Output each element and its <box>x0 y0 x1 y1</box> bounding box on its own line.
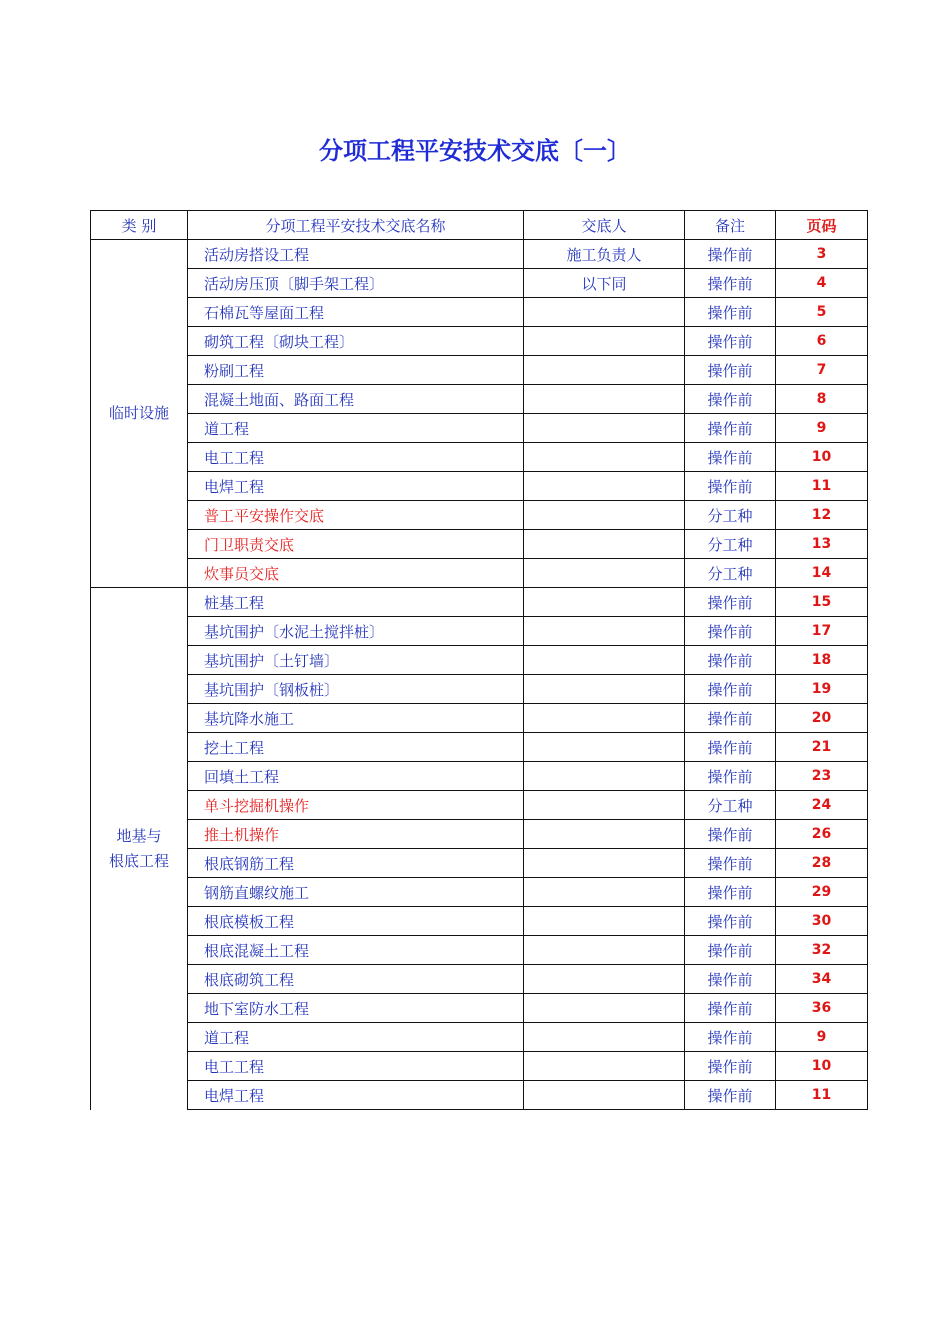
item-name: 粉刷工程 <box>188 356 524 385</box>
item-note: 操作前 <box>685 356 776 385</box>
item-name: 道工程 <box>188 414 524 443</box>
item-page-number: 30 <box>776 907 868 936</box>
item-note: 操作前 <box>685 965 776 994</box>
item-person <box>524 994 685 1023</box>
table-header-row <box>91 211 868 240</box>
item-person <box>524 588 685 617</box>
item-name: 基坑围护〔水泥土搅拌桩〕 <box>188 617 524 646</box>
table-row <box>91 1052 868 1081</box>
item-page-number: 29 <box>776 878 868 907</box>
item-person <box>524 356 685 385</box>
item-person <box>524 878 685 907</box>
header-category: 类 别 <box>91 211 188 240</box>
item-name: 炊事员交底 <box>188 559 524 588</box>
item-note: 操作前 <box>685 443 776 472</box>
item-person: 以下同 <box>524 269 685 298</box>
table-row <box>91 501 868 530</box>
header-note: 备注 <box>685 211 776 240</box>
item-person <box>524 907 685 936</box>
item-page-number: 8 <box>776 385 868 414</box>
item-note: 操作前 <box>685 298 776 327</box>
table-row <box>91 907 868 936</box>
item-note: 操作前 <box>685 646 776 675</box>
item-person <box>524 675 685 704</box>
item-note: 操作前 <box>685 878 776 907</box>
table-row <box>91 356 868 385</box>
item-page-number: 17 <box>776 617 868 646</box>
category-label: 根底工程 <box>108 851 169 870</box>
item-note: 操作前 <box>685 472 776 501</box>
item-page-number: 4 <box>776 269 868 298</box>
item-person <box>524 501 685 530</box>
item-note: 操作前 <box>685 1081 776 1110</box>
item-name: 基坑围护〔土钉墙〕 <box>188 646 524 675</box>
item-page-number: 13 <box>776 530 868 559</box>
table-row <box>91 762 868 791</box>
table-row <box>91 240 868 269</box>
item-name: 根底砌筑工程 <box>188 965 524 994</box>
item-name: 基坑降水施工 <box>188 704 524 733</box>
item-person <box>524 936 685 965</box>
item-person <box>524 530 685 559</box>
item-page-number: 20 <box>776 704 868 733</box>
table-row <box>91 559 868 588</box>
item-name: 桩基工程 <box>188 588 524 617</box>
header-person: 交底人 <box>524 211 685 240</box>
item-name: 基坑围护〔钢板桩〕 <box>188 675 524 704</box>
item-note: 操作前 <box>685 414 776 443</box>
item-note: 分工种 <box>685 791 776 820</box>
item-page-number: 36 <box>776 994 868 1023</box>
item-person <box>524 1023 685 1052</box>
item-note: 操作前 <box>685 733 776 762</box>
table-row <box>91 327 868 356</box>
item-page-number: 24 <box>776 791 868 820</box>
item-name: 回填土工程 <box>188 762 524 791</box>
item-person <box>524 559 685 588</box>
item-name: 混凝土地面、路面工程 <box>188 385 524 414</box>
category-label: 临时设施 <box>108 404 169 422</box>
table-row <box>91 269 868 298</box>
item-person <box>524 820 685 849</box>
header-name: 分项工程平安技术交底名称 <box>188 211 524 240</box>
item-page-number: 15 <box>776 588 868 617</box>
item-note: 操作前 <box>685 588 776 617</box>
item-page-number: 12 <box>776 501 868 530</box>
table-row <box>91 617 868 646</box>
item-note: 操作前 <box>685 762 776 791</box>
item-name: 石棉瓦等屋面工程 <box>188 298 524 327</box>
item-person <box>524 1052 685 1081</box>
item-page-number: 3 <box>776 240 868 269</box>
item-name: 电焊工程 <box>188 472 524 501</box>
item-name: 推土机操作 <box>188 820 524 849</box>
header-page: 页码 <box>776 211 868 240</box>
table-row <box>91 733 868 762</box>
table-row <box>91 791 868 820</box>
item-person <box>524 327 685 356</box>
item-name: 单斗挖掘机操作 <box>188 791 524 820</box>
item-person <box>524 1081 685 1110</box>
item-name: 砌筑工程〔砌块工程〕 <box>188 327 524 356</box>
item-name: 普工平安操作交底 <box>188 501 524 530</box>
item-person: 施工负责人 <box>524 240 685 269</box>
item-page-number: 19 <box>776 675 868 704</box>
table-row <box>91 675 868 704</box>
item-note: 操作前 <box>685 269 776 298</box>
item-page-number: 6 <box>776 327 868 356</box>
item-page-number: 23 <box>776 762 868 791</box>
item-note: 分工种 <box>685 501 776 530</box>
item-page-number: 34 <box>776 965 868 994</box>
table-row <box>91 588 868 617</box>
item-name: 活动房压顶〔脚手架工程〕 <box>188 269 524 298</box>
item-note: 操作前 <box>685 327 776 356</box>
item-name: 活动房搭设工程 <box>188 240 524 269</box>
item-note: 操作前 <box>685 240 776 269</box>
item-page-number: 21 <box>776 733 868 762</box>
item-person <box>524 733 685 762</box>
item-name: 根底模板工程 <box>188 907 524 936</box>
item-page-number: 18 <box>776 646 868 675</box>
item-page-number: 9 <box>776 1023 868 1052</box>
table-row <box>91 704 868 733</box>
item-name: 道工程 <box>188 1023 524 1052</box>
item-note: 操作前 <box>685 936 776 965</box>
table-row <box>91 414 868 443</box>
table-row <box>91 385 868 414</box>
item-note: 分工种 <box>685 559 776 588</box>
item-note: 分工种 <box>685 530 776 559</box>
item-note: 操作前 <box>685 849 776 878</box>
item-note: 操作前 <box>685 617 776 646</box>
item-person <box>524 849 685 878</box>
item-name: 电工工程 <box>188 1052 524 1081</box>
item-page-number: 7 <box>776 356 868 385</box>
item-name: 根底混凝土工程 <box>188 936 524 965</box>
item-note: 操作前 <box>685 907 776 936</box>
item-name: 门卫职责交底 <box>188 530 524 559</box>
table-row <box>91 820 868 849</box>
table-row <box>91 443 868 472</box>
safety-briefing-index-table <box>90 210 868 1110</box>
item-page-number: 26 <box>776 820 868 849</box>
item-page-number: 11 <box>776 472 868 501</box>
category-label: 地基与 <box>116 826 162 845</box>
table-row <box>91 1081 868 1110</box>
item-name: 地下室防水工程 <box>188 994 524 1023</box>
table-row <box>91 994 868 1023</box>
table-row <box>91 472 868 501</box>
item-note: 操作前 <box>685 1023 776 1052</box>
item-page-number: 9 <box>776 414 868 443</box>
item-person <box>524 298 685 327</box>
item-note: 操作前 <box>685 675 776 704</box>
item-person <box>524 965 685 994</box>
item-name: 电工工程 <box>188 443 524 472</box>
table-row <box>91 965 868 994</box>
item-page-number: 14 <box>776 559 868 588</box>
item-name: 挖土工程 <box>188 733 524 762</box>
table-row <box>91 936 868 965</box>
item-page-number: 5 <box>776 298 868 327</box>
item-note: 操作前 <box>685 1052 776 1081</box>
table-row <box>91 530 868 559</box>
item-person <box>524 617 685 646</box>
document-title: 分项工程平安技术交底〔一〕 <box>319 137 631 165</box>
item-name: 钢筋直螺纹施工 <box>188 878 524 907</box>
table-row <box>91 1023 868 1052</box>
item-page-number: 11 <box>776 1081 868 1110</box>
table-body <box>91 240 868 1110</box>
item-person <box>524 414 685 443</box>
item-note: 操作前 <box>685 820 776 849</box>
item-page-number: 32 <box>776 936 868 965</box>
item-name: 根底钢筋工程 <box>188 849 524 878</box>
table-row <box>91 878 868 907</box>
item-page-number: 10 <box>776 1052 868 1081</box>
item-note: 操作前 <box>685 385 776 414</box>
item-page-number: 10 <box>776 443 868 472</box>
item-name: 电焊工程 <box>188 1081 524 1110</box>
item-person <box>524 704 685 733</box>
category-cell <box>91 588 188 1110</box>
table-row <box>91 849 868 878</box>
item-person <box>524 385 685 414</box>
item-note: 操作前 <box>685 704 776 733</box>
item-person <box>524 472 685 501</box>
item-person <box>524 443 685 472</box>
table-row <box>91 298 868 327</box>
item-person <box>524 646 685 675</box>
category-cell <box>91 240 188 588</box>
item-note: 操作前 <box>685 994 776 1023</box>
item-person <box>524 791 685 820</box>
item-page-number: 28 <box>776 849 868 878</box>
table-row <box>91 646 868 675</box>
item-person <box>524 762 685 791</box>
